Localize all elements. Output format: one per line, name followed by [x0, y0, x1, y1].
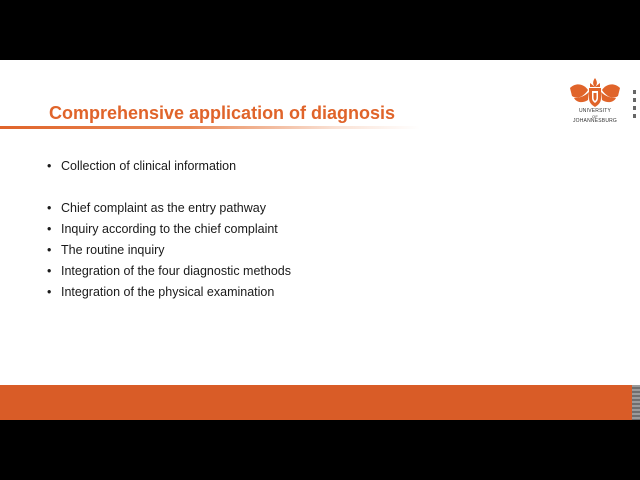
- bullet-text: Chief complaint as the entry pathway: [61, 201, 266, 215]
- presentation-slide: [0, 60, 640, 420]
- bullet-item: [47, 240, 291, 261]
- bullet-text: The routine inquiry: [61, 243, 165, 257]
- bullet-item: [47, 219, 291, 240]
- side-decoration: [632, 90, 640, 124]
- slide-title: Comprehensive application of diagnosis: [49, 103, 396, 123]
- bullet-item: [47, 282, 291, 303]
- bullet-item: [47, 198, 291, 219]
- bullet-text: Inquiry according to the chief complaint: [61, 222, 278, 236]
- logo-line-1: UNIVERSITY: [578, 108, 611, 114]
- logo-wordmark: [566, 109, 624, 125]
- bullet-marker: •: [47, 285, 52, 299]
- title-underline: [0, 126, 420, 129]
- bullet-item: [47, 261, 291, 282]
- bullet-marker: •: [47, 264, 52, 278]
- bullet-list: [47, 156, 291, 303]
- university-crest-icon: [566, 74, 624, 110]
- bullet-marker: •: [47, 243, 52, 257]
- bullet-item: [47, 156, 291, 177]
- bullet-marker: •: [47, 222, 52, 236]
- bullet-marker: •: [47, 201, 52, 215]
- bullet-marker: •: [47, 159, 52, 173]
- bullet-text: Integration of the four diagnostic methods: [61, 264, 292, 278]
- logo-line-3: JOHANNESBURG: [572, 118, 618, 125]
- bullet-text: Collection of clinical information: [61, 159, 237, 173]
- footer-bar: [0, 385, 632, 420]
- footer-strip: [632, 385, 640, 420]
- bullet-text: Integration of the physical examination: [61, 285, 275, 299]
- logo-line-2: OF: [592, 113, 598, 119]
- university-logo: [566, 74, 624, 126]
